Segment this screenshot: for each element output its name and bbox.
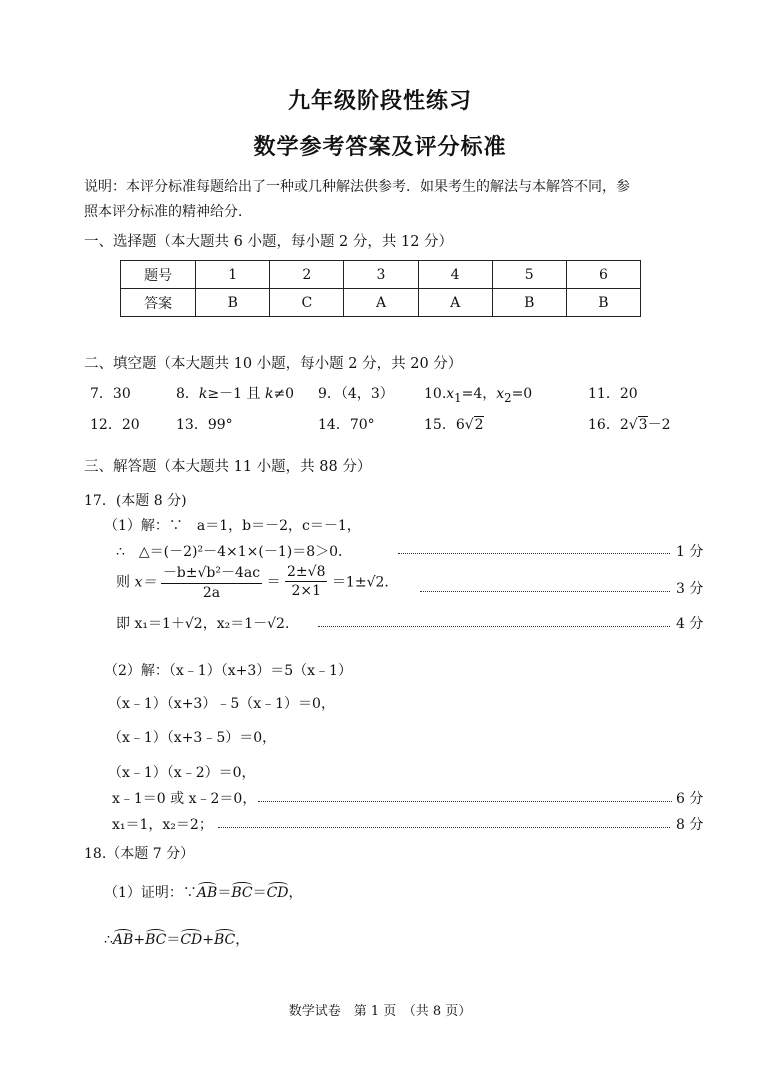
q17-part2-line4: （x﹣1）（x﹣2）＝0， [108, 765, 256, 781]
page-footer: 数学试卷 第 1 页 （共 8 页） [288, 1004, 472, 1019]
table-cell: C [270, 289, 344, 317]
q17-part2-line5: x﹣1＝0 或 x﹣2＝0， [112, 791, 257, 807]
note-line-1: 说明：本评分标准每题给出了一种或几种解法供参考．如果考生的解法与本解答不同，参 [84, 179, 630, 195]
table-row-label: 题号 [121, 261, 196, 289]
table-row [121, 289, 641, 317]
score-leader [258, 801, 672, 802]
table-cell: 5 [492, 261, 566, 289]
q17-part1-line1: （1）解：∵ a＝1，b＝－2，c＝－1， [104, 518, 361, 534]
score-label: 6 分 [676, 791, 704, 807]
q17-part2-line6: x₁＝1，x₂＝2； [112, 817, 213, 833]
fill-answer-13: 13．99° [176, 417, 233, 433]
q17-part2-line2: （x﹣1）（x+3）﹣5（x﹣1）＝0， [108, 696, 335, 712]
table-cell: A [418, 289, 492, 317]
page-subtitle: 数学参考答案及评分标准 [253, 134, 507, 160]
section-choice-heading: 一、选择题（本大题共 6 小题，每小题 2 分，共 12 分） [84, 234, 454, 250]
table-cell: 3 [344, 261, 418, 289]
fill-answer-16: 16．2√3－2 [588, 417, 671, 433]
table-cell: 2 [270, 261, 344, 289]
table-cell: 4 [418, 261, 492, 289]
score-label: 8 分 [676, 817, 704, 833]
table-cell: B [492, 289, 566, 317]
fill-answer-7: 7．30 [90, 386, 131, 402]
note-line-2: 照本评分标准的精神给分． [84, 204, 252, 220]
fill-answer-12: 12．20 [90, 417, 140, 433]
page-title: 九年级阶段性练习 [287, 88, 472, 114]
table-cell: 6 [566, 261, 640, 289]
q18-line1: （1）证明：∵AB＝BC＝CD， [104, 885, 303, 901]
score-label: 1 分 [676, 544, 704, 560]
table-cell: A [344, 289, 418, 317]
table-cell: 1 [196, 261, 270, 289]
score-label: 3 分 [676, 581, 704, 597]
fill-answer-14: 14．70° [318, 417, 375, 433]
q17-part1-line2: ∴ △＝(－2)²－4×1×(－1)＝8＞0． [116, 544, 353, 560]
table-cell: B [196, 289, 270, 317]
q17-part1-formula: 则 x＝ $\frac{\text{－b±√b²－4ac}}{2a}$ ＝ $\frac{2\pm√8}{2\times 1}$ ＝1±√2. [116, 564, 389, 601]
q17-part2-line1: （2）解：（x﹣1）（x+3）＝5（x﹣1） [104, 663, 352, 679]
fill-answer-10: $10.x_1=4$，$x_2=0$ [424, 386, 533, 405]
score-leader [318, 626, 670, 627]
q17-part1-line4: 即 x₁＝1＋√2，x₂＝1－√2. [116, 616, 290, 632]
table-cell: B [566, 289, 640, 317]
score-leader [420, 591, 670, 592]
score-label: 4 分 [676, 616, 704, 632]
score-leader [398, 553, 670, 554]
q17-heading: 17．(本题 8 分) [84, 493, 187, 509]
section-fill-heading: 二、填空题（本大题共 10 小题，每小题 2 分，共 20 分） [84, 356, 463, 372]
fill-answer-15: 15．6√2 [424, 417, 484, 433]
table-row [121, 261, 641, 289]
table-row-label: 答案 [121, 289, 196, 317]
fraction: $\frac{\text{－b±√b²－4ac}}{2a}$ [161, 562, 262, 601]
answer-table [120, 260, 641, 317]
fill-answer-8: 8．k≥－1 且 k≠0 [176, 386, 295, 402]
q17-part2-line3: （x﹣1）（x+3﹣5）＝0， [108, 730, 277, 746]
q18-line2: ∴AB+BC＝CD+BC， [104, 932, 250, 948]
fraction: $\frac{2\pm√8}{2\times 1}$ [287, 564, 326, 599]
fill-answer-9: 9．（4，3） [318, 386, 394, 402]
score-leader [218, 827, 670, 828]
fill-answer-11: 11．20 [588, 386, 638, 402]
section-solution-heading: 三、解答题（本大题共 11 小题，共 88 分） [84, 459, 372, 475]
q18-heading: 18.（本题 7 分） [84, 846, 195, 862]
